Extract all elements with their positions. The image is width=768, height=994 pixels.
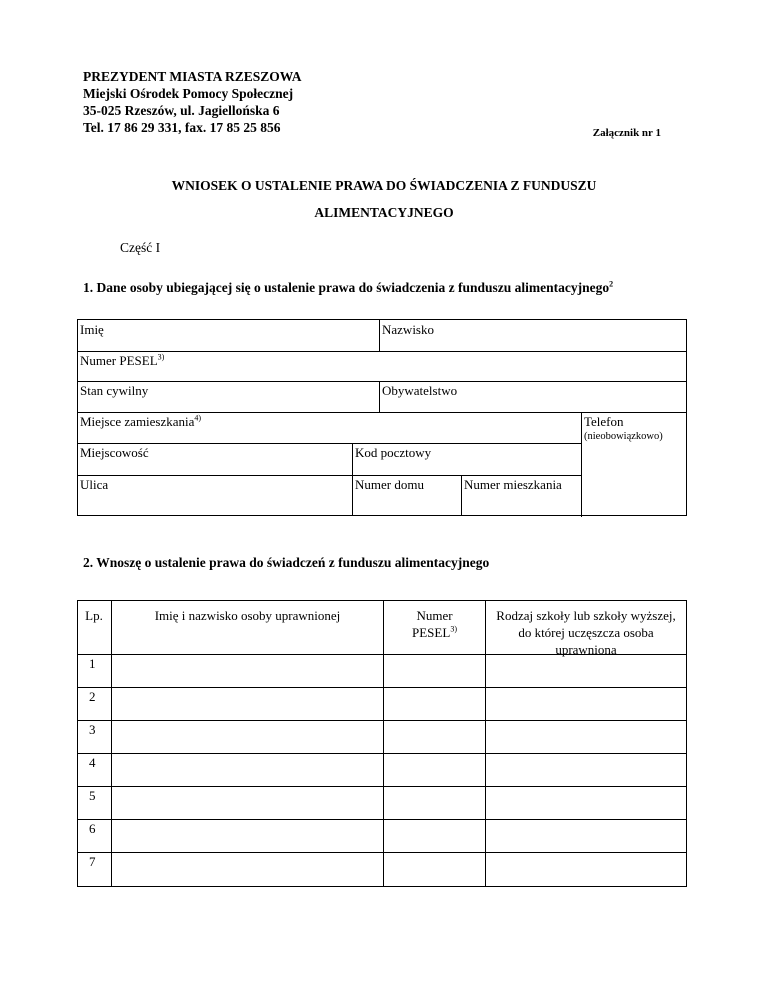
citizenship-field[interactable]: Obywatelstwo — [382, 383, 458, 398]
header-line-4: Tel. 17 86 29 331, fax. 17 85 25 856 — [83, 120, 281, 135]
postal-code-field[interactable]: Kod pocztowy — [355, 445, 432, 460]
part-label: Część I — [120, 240, 161, 255]
column-header-pesel-line-1: Numer — [416, 608, 453, 623]
residence-label-text: Miejsce zamieszkania — [80, 414, 195, 429]
column-header-pesel-footnote-ref: 3) — [450, 624, 457, 634]
document-title-line-1: WNIOSEK O USTALENIE PRAWA DO ŚWIADCZENIA Z FUNDUSZU — [171, 178, 597, 193]
last-name-field[interactable]: Nazwisko — [382, 322, 434, 337]
phone-field[interactable] — [584, 414, 624, 430]
row-number: 5 — [89, 788, 96, 803]
residence-footnote-ref: 4) — [194, 413, 202, 423]
section-2-heading: 2. Wnoszę o ustalenie prawa do świadczeń z funduszu alimentacyjnego — [83, 555, 490, 570]
section-1-heading-text: 1. Dane osoby ubiegającej się o ustalenie prawa do świadczenia z funduszu alimentacyjnego — [83, 280, 610, 295]
residence-label — [80, 414, 201, 430]
column-header-lp: Lp. — [85, 608, 103, 623]
beneficiaries-table — [77, 600, 687, 887]
applicant-data-table — [77, 319, 687, 516]
attachment-label: Załącznik nr 1 — [592, 127, 661, 139]
document-title-line-2: ALIMENTACYJNEGO — [314, 205, 454, 220]
row-number: 3 — [89, 722, 96, 737]
column-header-school: Rodzaj szkoły lub szkoły wyższej, do której uczęszcza osoba uprawniona — [496, 608, 676, 657]
street-field[interactable]: Ulica — [80, 477, 109, 492]
column-header-pesel — [384, 607, 485, 641]
section-1-footnote-ref: 2 — [609, 279, 614, 289]
row-number: 6 — [89, 821, 96, 836]
header-line-1: PREZYDENT MIASTA RZESZOWA — [83, 69, 302, 84]
column-header-name: Imię i nazwisko osoby uprawnionej — [154, 608, 341, 623]
section-1-heading — [83, 280, 613, 296]
city-field[interactable]: Miejscowość — [80, 445, 149, 460]
phone-label: Telefon — [584, 414, 624, 429]
first-name-field[interactable]: Imię — [80, 322, 104, 337]
pesel-field[interactable] — [80, 353, 164, 369]
row-number: 2 — [89, 689, 96, 704]
pesel-label: Numer PESEL — [80, 353, 158, 368]
row-number: 1 — [89, 656, 96, 671]
pesel-footnote-ref: 3) — [157, 352, 165, 362]
house-number-field[interactable]: Numer domu — [355, 477, 424, 492]
header-line-3: 35-025 Rzeszów, ul. Jagiellońska 6 — [83, 103, 280, 118]
phone-optional-note: (nieobowiązkowo) — [584, 431, 663, 442]
apartment-number-field[interactable]: Numer mieszkania — [464, 477, 562, 492]
header-line-2: Miejski Ośrodek Pomocy Społecznej — [83, 86, 294, 101]
row-number: 4 — [89, 755, 96, 770]
column-header-pesel-line-2: PESEL — [412, 625, 451, 640]
institution-header — [83, 68, 302, 136]
row-number: 7 — [89, 854, 96, 869]
marital-status-field[interactable]: Stan cywilny — [80, 383, 149, 398]
